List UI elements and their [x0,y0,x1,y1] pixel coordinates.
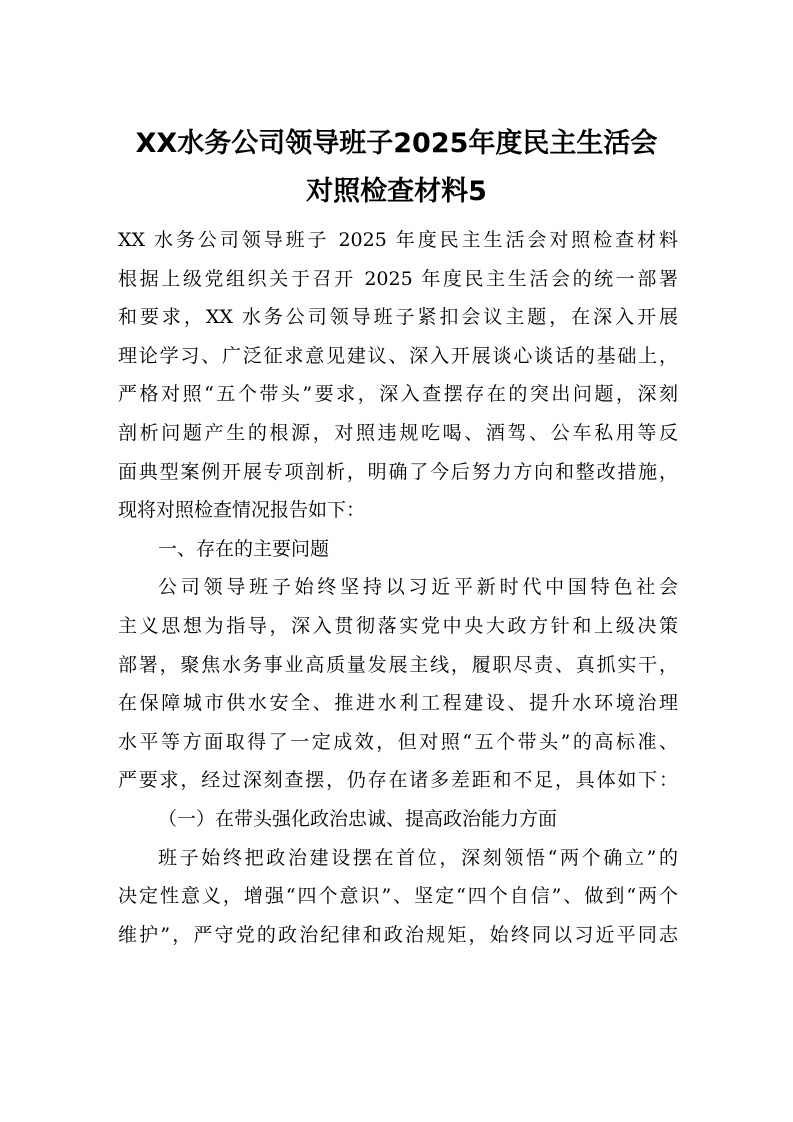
body-line: 班子始终把政治建设摆在首位，深刻领悟“两个确立”的 [158,846,678,869]
body-line: 和要求，XX 水务公司领导班子紧扣会议主题，在深入开展 [118,306,678,329]
document-title-line-2: 对照检查材料5 [306,176,487,207]
body-line: 在保障城市供水安全、推进水利工程建设、提升水环境治理 [118,692,678,715]
body-line: 面典型案例开展专项剖析，明确了今后努力方向和整改措施， [118,460,678,483]
body-line: 公司领导班子始终坚持以习近平新时代中国特色社会 [158,576,678,599]
section-heading: 一、存在的主要问题 [158,537,330,560]
body-line: 决定性意义，增强“四个意识”、坚定“四个自信”、做到“两个 [118,885,678,908]
body-line: 理论学习、广泛征求意见建议、深入开展谈心谈话的基础上， [118,344,678,367]
body-line: 维护”，严守党的政治纪律和政治规矩，始终同以习近平同志 [118,923,678,946]
body-line: 严格对照“五个带头”要求，深入查摆存在的突出问题，深刻 [118,383,678,406]
body-line: 水平等方面取得了一定成效，但对照“五个带头”的高标准、 [118,730,678,753]
subsection-heading: （一）在带头强化政治忠诚、提高政治能力方面 [158,807,558,830]
body-line: 主义思想为指导，深入贯彻落实党中央大政方针和上级决策 [118,614,678,637]
body-line: 根据上级党组织关于召开 2025 年度民主生活会的统一部署 [118,267,678,290]
body-line: 剖析问题产生的根源，对照违规吃喝、酒驾、公车私用等反 [118,421,678,444]
document-title-line-1: XX水务公司领导班子2025年度民主生活会 [135,128,658,159]
body-line: 部署，聚焦水务事业高质量发展主线，履职尽责、真抓实干， [118,653,678,676]
body-line: 严要求，经过深刻查摆，仍存在诸多差距和不足，具体如下： [118,769,678,792]
body-line-intro: XX 水务公司领导班子 2025 年度民主生活会对照检查材料 [118,229,678,251]
document-body [118,221,678,954]
body-line: 现将对照检查情况报告如下： [118,499,366,522]
